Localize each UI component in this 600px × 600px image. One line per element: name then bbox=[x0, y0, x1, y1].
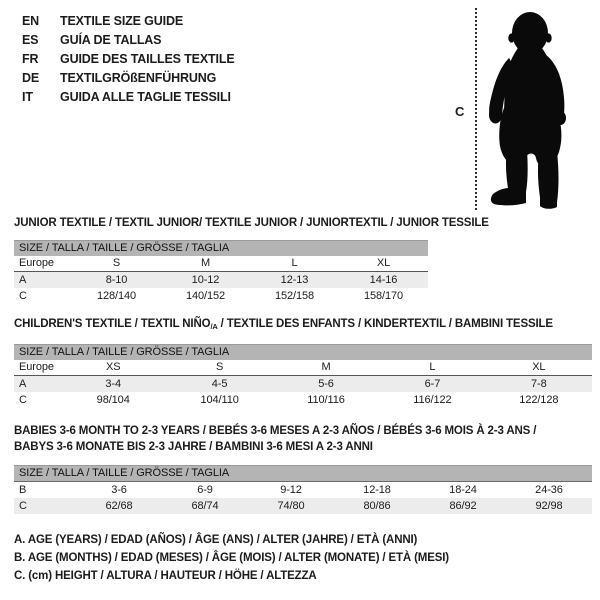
table-cell: 152/158 bbox=[274, 290, 315, 302]
table-row-c bbox=[14, 392, 592, 408]
table-cell: 12-18 bbox=[363, 484, 391, 496]
language-list bbox=[22, 12, 235, 107]
lang-code: IT bbox=[22, 90, 33, 104]
table-cell: 24-36 bbox=[535, 484, 563, 496]
children-title-pre: CHILDREN'S TEXTILE / TEXTIL NIÑO bbox=[14, 318, 211, 330]
table-row-europe bbox=[14, 256, 428, 272]
table-cell: 110/116 bbox=[307, 394, 345, 406]
table-cell: 92/98 bbox=[535, 500, 563, 512]
table-cell: 6-7 bbox=[424, 378, 441, 390]
children-section-title bbox=[14, 318, 553, 331]
table-row-a bbox=[14, 272, 428, 288]
lang-text: TEXTILGRÖßENFÜHRUNG bbox=[60, 71, 217, 85]
table-cell: XS bbox=[105, 361, 121, 373]
row-label: A bbox=[19, 274, 27, 286]
row-label: C bbox=[19, 500, 27, 512]
table-cell: 74/80 bbox=[277, 500, 305, 512]
children-title-sub: /A bbox=[210, 322, 218, 331]
table-cell: 116/122 bbox=[413, 394, 452, 406]
lang-text: GUÍA DE TALLAS bbox=[60, 33, 162, 47]
table-cell: 128/140 bbox=[96, 290, 137, 302]
table-cell: 14-16 bbox=[369, 274, 398, 286]
table-row-c bbox=[14, 288, 428, 304]
height-measure-label: C bbox=[455, 104, 465, 119]
table-cell: 62/68 bbox=[105, 500, 133, 512]
row-label: C bbox=[19, 394, 27, 406]
lang-text: GUIDA ALLE TAGLIE TESSILI bbox=[60, 90, 231, 104]
row-label: A bbox=[19, 378, 27, 390]
table-cell: L bbox=[429, 361, 436, 373]
babies-title-line1: BABIES 3-6 MONTH TO 2-3 YEARS / BEBÉS 3-6 MESES A 2-3 AÑOS / BÉBÉS 3-6 MOIS À 2-3 ANS / bbox=[14, 425, 537, 437]
lang-code: EN bbox=[22, 14, 40, 28]
lang-code: DE bbox=[22, 71, 40, 85]
legend-notes bbox=[14, 531, 449, 585]
table-cell: 86/92 bbox=[449, 500, 477, 512]
row-label: Europe bbox=[19, 257, 54, 269]
lang-row-fr bbox=[22, 50, 235, 69]
note-a: A. AGE (YEARS) / EDAD (AÑOS) / ÂGE (ANS) / ALTER (JAHRE) / ETÀ (ANNI) bbox=[14, 534, 418, 546]
table-cell: 6-9 bbox=[197, 484, 213, 496]
table-cell: 122/128 bbox=[519, 394, 559, 406]
note-c: C. (cm) HEIGHT / ALTURA / HAUTEUR / HÖHE / ALTEZZA bbox=[14, 570, 317, 582]
size-header-bar: SIZE / TALLA / TAILLE / GRÖSSE / TAGLIA bbox=[14, 344, 592, 360]
table-cell: 140/152 bbox=[185, 290, 226, 302]
table-cell: 9-12 bbox=[280, 484, 302, 496]
row-label: Europe bbox=[19, 361, 54, 373]
lang-code: FR bbox=[22, 52, 39, 66]
table-cell: 80/86 bbox=[363, 500, 391, 512]
table-cell: 7-8 bbox=[531, 378, 547, 390]
babies-section-title bbox=[14, 423, 536, 455]
table-cell: XL bbox=[532, 361, 546, 373]
table-cell: 3-6 bbox=[111, 484, 127, 496]
toddler-silhouette-icon bbox=[487, 8, 590, 212]
table-cell: 10-12 bbox=[191, 274, 220, 286]
table-row-c bbox=[14, 498, 592, 514]
table-cell: L bbox=[291, 257, 298, 269]
junior-section-title: JUNIOR TEXTILE / TEXTIL JUNIOR/ TEXTILE JUNIOR / JUNIORTEXTIL / JUNIOR TESSILE bbox=[14, 217, 489, 229]
lang-row-de bbox=[22, 69, 235, 88]
table-cell: S bbox=[215, 361, 224, 373]
table-cell: 18-24 bbox=[449, 484, 477, 496]
lang-code: ES bbox=[22, 33, 39, 47]
lang-text: TEXTILE SIZE GUIDE bbox=[60, 14, 184, 28]
lang-row-es bbox=[22, 31, 235, 50]
size-header-bar: SIZE / TALLA / TAILLE / GRÖSSE / TAGLIA bbox=[14, 465, 592, 482]
babies-size-table bbox=[14, 465, 592, 514]
children-size-table bbox=[14, 344, 592, 408]
size-header-bar: SIZE / TALLA / TAILLE / GRÖSSE / TAGLIA bbox=[14, 240, 428, 256]
table-cell: M bbox=[321, 361, 331, 373]
row-label: C bbox=[19, 290, 27, 302]
table-cell: 68/74 bbox=[191, 500, 219, 512]
table-row-europe bbox=[14, 360, 592, 376]
row-label: B bbox=[19, 484, 27, 496]
table-cell: S bbox=[112, 257, 121, 269]
table-cell: XL bbox=[376, 257, 391, 269]
table-cell: 4-5 bbox=[211, 378, 228, 390]
table-cell: 104/110 bbox=[200, 394, 239, 406]
lang-text: GUIDE DES TAILLES TEXTILE bbox=[60, 52, 235, 66]
lang-row-it bbox=[22, 88, 235, 107]
table-cell: 5-6 bbox=[318, 378, 334, 390]
table-cell: M bbox=[200, 257, 211, 269]
table-row-b bbox=[14, 482, 592, 498]
height-measure-line bbox=[475, 8, 477, 210]
table-cell: 3-4 bbox=[105, 378, 121, 390]
lang-row-en bbox=[22, 12, 235, 31]
children-title-post: / TEXTILE DES ENFANTS / KINDERTEXTIL / BAMBINI TESSILE bbox=[217, 318, 553, 330]
note-b: B. AGE (MONTHS) / EDAD (MESES) / ÂGE (MOIS) / ALTER (MONATE) / ETÀ (MESI) bbox=[14, 552, 449, 564]
table-cell: 12-13 bbox=[280, 274, 309, 286]
table-cell: 98/104 bbox=[96, 394, 130, 406]
junior-size-table bbox=[14, 240, 428, 304]
table-row-a bbox=[14, 376, 592, 392]
table-cell: 8-10 bbox=[105, 274, 128, 286]
babies-title-line2: BABYS 3-6 MONATE BIS 2-3 JAHRE / BAMBINI 3-6 MESI A 2-3 ANNI bbox=[14, 441, 373, 453]
table-cell: 158/170 bbox=[363, 290, 404, 302]
